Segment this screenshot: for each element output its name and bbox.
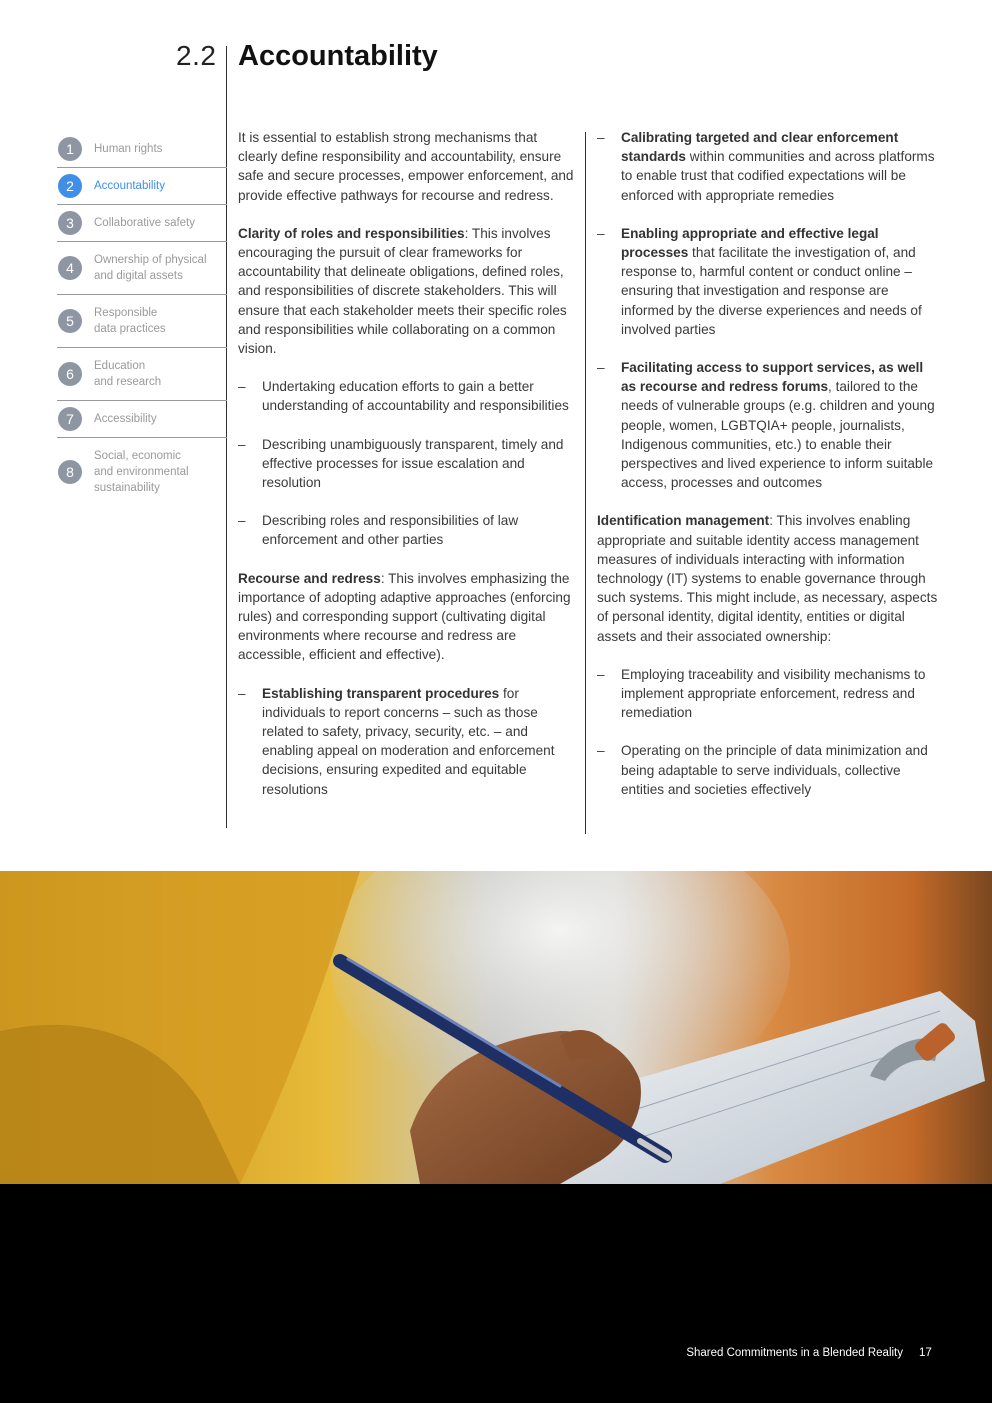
recourse-text: : This involves emphasizing the importance of adopting adaptive approaches (enforcing rules) and corresponding support (cultivating digital environments where recourse and redress are accessible, efficient and effective). — [238, 570, 571, 663]
recourse-paragraph — [238, 569, 576, 665]
nav-label: Collaborative safety — [94, 217, 195, 229]
identification-heading: Identification management — [597, 513, 770, 529]
nav-number: 2 — [58, 174, 82, 198]
bullet-text: for individuals to report concerns – such as those related to safety, privacy, security, etc. – and enabling appeal on moderation and enforcement decisions, ensuring expedited and equitable resolutions — [262, 685, 555, 797]
footer-title: Shared Commitments in a Blended Reality — [686, 1347, 903, 1359]
nav-label: Responsible data practices — [94, 307, 166, 335]
nav-item-sustainability[interactable] — [57, 438, 227, 506]
list-item — [238, 684, 576, 799]
list-item: – Employing traceability and visibility mechanisms to implement appropriate enforcement, redress and remediation — [597, 665, 942, 723]
nav-number: 6 — [58, 362, 82, 386]
section-number: 2.2 — [176, 40, 217, 71]
divider-middle — [585, 132, 586, 834]
list-item — [597, 128, 942, 205]
nav-item-education[interactable] — [57, 348, 227, 401]
nav-number: 5 — [58, 309, 82, 333]
bullet-bold: Enabling appropriate and effective legal processes — [621, 225, 879, 261]
list-item: – Describing roles and responsibilities of law enforcement and other parties — [238, 511, 576, 549]
page-title: Accountability — [238, 40, 438, 72]
bullet-text: within communities and across platforms to enable trust that codified expectations will be enforced with appropriate remedies — [621, 149, 935, 203]
nav-item-ownership[interactable] — [57, 242, 227, 295]
page-number: 17 — [919, 1347, 932, 1359]
body-column-2 — [597, 128, 942, 799]
nav-number: 8 — [58, 460, 82, 484]
list-item — [597, 358, 942, 492]
list-item: – Undertaking education efforts to gain a better understanding of accountability and responsibilities — [238, 377, 576, 415]
bullet-bold: Calibrating targeted and clear enforcement standards — [621, 130, 899, 165]
nav-label: Accountability — [94, 180, 165, 192]
nav-label: Social, economic and environmental sustainability — [94, 450, 189, 494]
bullet-bold: Establishing transparent procedures — [262, 685, 500, 701]
bullet-text: , tailored to the needs of vulnerable groups (e.g. children and young people, women, LGBTQIA+ people, journalists, Indigenous communities, etc.) to enable their perspectives and lived experience to inform suitable access, processes and outcomes — [621, 379, 935, 491]
nav-number: 3 — [58, 211, 82, 235]
identification-text: : This involves enabling appropriate and suitable identity access management measures of individuals interacting with information technology (IT) systems to enable governance through such systems. This might include, as necessary, aspects of personal identity, digital identity, entities or digital assets and their associated ownership: — [597, 513, 938, 644]
list-item: – Describing unambiguously transparent, timely and effective processes for issue escalation and resolution — [238, 435, 576, 493]
footer-band — [0, 1184, 992, 1403]
nav-label: Ownership of physical and digital assets — [94, 254, 207, 282]
clarity-paragraph — [238, 224, 576, 358]
bullet-text: that facilitate the investigation of, and response to, harmful content or conduct online – ensuring that investigation and response are informed by the diverse experiences and needs of involved parties — [621, 245, 922, 337]
nav-label: Human rights — [94, 143, 163, 155]
section-nav — [57, 131, 227, 506]
nav-label: Education and research — [94, 360, 162, 388]
nav-label: Accessibility — [94, 413, 157, 425]
list-item: – Operating on the principle of data minimization and being adaptable to serve individuals, collective entities and societies effectively — [597, 741, 942, 799]
body-column-1 — [238, 128, 576, 799]
nav-number: 4 — [58, 256, 82, 280]
intro-paragraph: It is essential to establish strong mechanisms that clearly define responsibility and accountability, ensure safe and secure processes, empower enforcement, and provide effective pathways for recourse and redress. — [238, 130, 574, 203]
nav-item-accessibility[interactable] — [57, 401, 227, 438]
nav-item-collaborative-safety[interactable] — [57, 205, 227, 242]
nav-item-human-rights[interactable] — [57, 131, 227, 168]
nav-number: 7 — [58, 407, 82, 431]
writing-illustration — [0, 871, 992, 1184]
list-item — [597, 224, 942, 339]
nav-item-accountability[interactable] — [57, 168, 227, 205]
bullet-bold: Facilitating access to support services, as well as recourse and redress forums — [621, 360, 924, 395]
identification-paragraph — [597, 511, 942, 645]
nav-number: 1 — [58, 137, 82, 161]
clarity-heading: Clarity of roles and responsibilities — [238, 225, 465, 241]
nav-item-responsible-data[interactable] — [57, 295, 227, 348]
photo-person-writing — [0, 871, 992, 1184]
clarity-text: : This involves encouraging the pursuit of clear frameworks for accountability that delineate obligations, defined roles, and responsibilities of discrete stakeholders. This will ensure that each stakeholder meets their specific roles and responsibilities while collaborating on a common vision. — [238, 225, 567, 357]
recourse-heading: Recourse and redress — [238, 570, 381, 586]
